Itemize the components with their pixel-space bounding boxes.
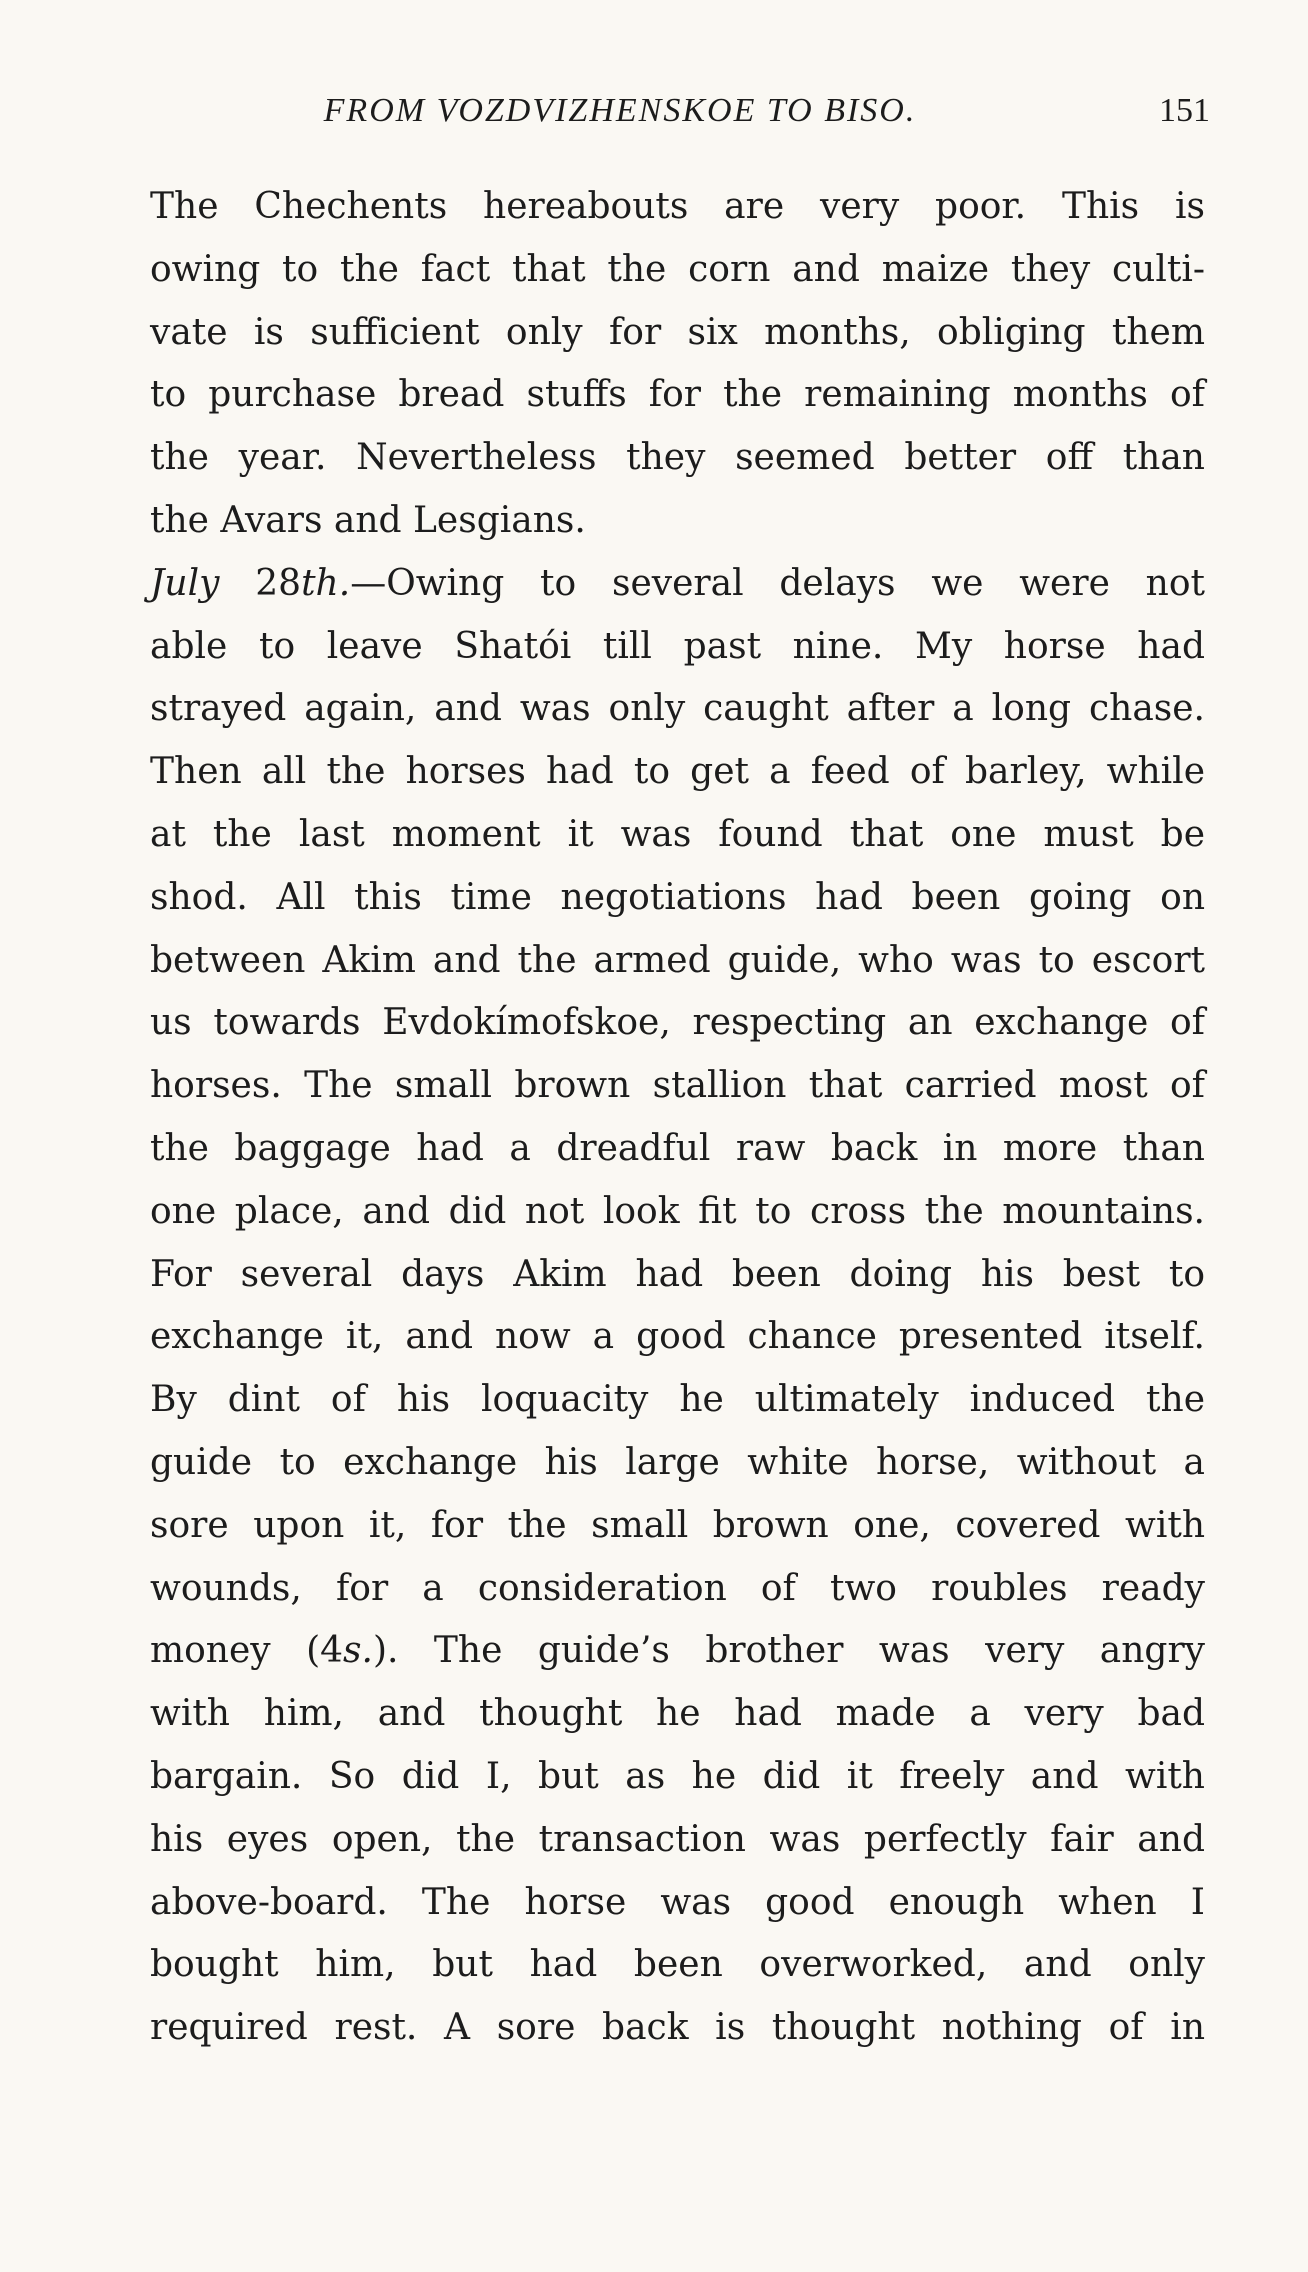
money-unit: s. xyxy=(343,1630,373,1672)
text-line: to purchase bread stuffs for the remaining months of xyxy=(150,374,1205,416)
money-line-rest: ). The guide’s brother was very angry xyxy=(372,1630,1205,1672)
text-line: bought him, but had been overworked, and only xyxy=(150,1944,1205,1986)
page-number: 151 xyxy=(1159,92,1210,129)
text-line: the baggage had a dreadful raw back in more than xyxy=(150,1127,1205,1169)
text-line: For several days Akim had been doing his best to xyxy=(150,1253,1205,1295)
date-suffix: th. xyxy=(301,562,351,604)
text-line: horses. The small brown stallion that carried most of xyxy=(150,1065,1205,1107)
text-line: bargain. So did I, but as he did it freely and with xyxy=(150,1755,1205,1797)
text-line: owing to the fact that the corn and maize they culti- xyxy=(150,248,1205,290)
date-day: 28 xyxy=(255,562,302,604)
text-line: The Chechents hereabouts are very poor. This is xyxy=(150,186,1205,227)
text-line: above-board. The horse was good enough when I xyxy=(150,1881,1205,1923)
text-line: vate is sufficient only for six months, obliging them xyxy=(150,311,1205,353)
text-line: wounds, for a consideration of two roubles ready xyxy=(150,1567,1205,1609)
text-line: the Avars and Lesgians. xyxy=(150,499,586,541)
text-line: guide to exchange his large white horse, without a xyxy=(150,1441,1205,1483)
text-line: required rest. A sore back is thought nothing of in xyxy=(150,2007,1205,2049)
text-line: the year. Nevertheless they seemed better off than xyxy=(150,437,1205,479)
date-month: July xyxy=(150,562,220,604)
text-line: By dint of his loquacity he ultimately induced the xyxy=(150,1379,1205,1421)
text-line-date xyxy=(150,553,1205,616)
text-line-money xyxy=(150,1620,1205,1683)
text-line: Then all the horses had to get a feed of barley, while xyxy=(150,751,1205,793)
text-line: sore upon it, for the small brown one, covered with xyxy=(150,1504,1205,1546)
body-text xyxy=(150,176,1205,2060)
text-line: at the last moment it was found that one must be xyxy=(150,813,1205,855)
text-line: one place, and did not look fit to cross the mountains. xyxy=(150,1190,1205,1232)
running-head xyxy=(150,86,1210,136)
text-line: us towards Evdokímofskoe, respecting an exchange of xyxy=(150,1002,1205,1044)
text-line: exchange it, and now a good chance presented itself. xyxy=(150,1316,1205,1358)
text-line: strayed again, and was only caught after a long chase. xyxy=(150,688,1205,730)
money-prefix: money (4 xyxy=(150,1630,344,1672)
text-line: between Akim and the armed guide, who was to escort xyxy=(150,939,1205,981)
running-title: FROM VOZDVIZHENSKOE TO BISO. xyxy=(323,92,917,129)
text-line: his eyes open, the transaction was perfectly fair and xyxy=(150,1818,1205,1860)
text-line: shod. All this time negotiations had been going on xyxy=(150,876,1205,918)
date-line-rest: —Owing to several delays we were not xyxy=(350,562,1205,604)
text-line: able to leave Shatói till past nine. My horse had xyxy=(150,625,1205,667)
text-line: with him, and thought he had made a very bad xyxy=(150,1693,1205,1735)
